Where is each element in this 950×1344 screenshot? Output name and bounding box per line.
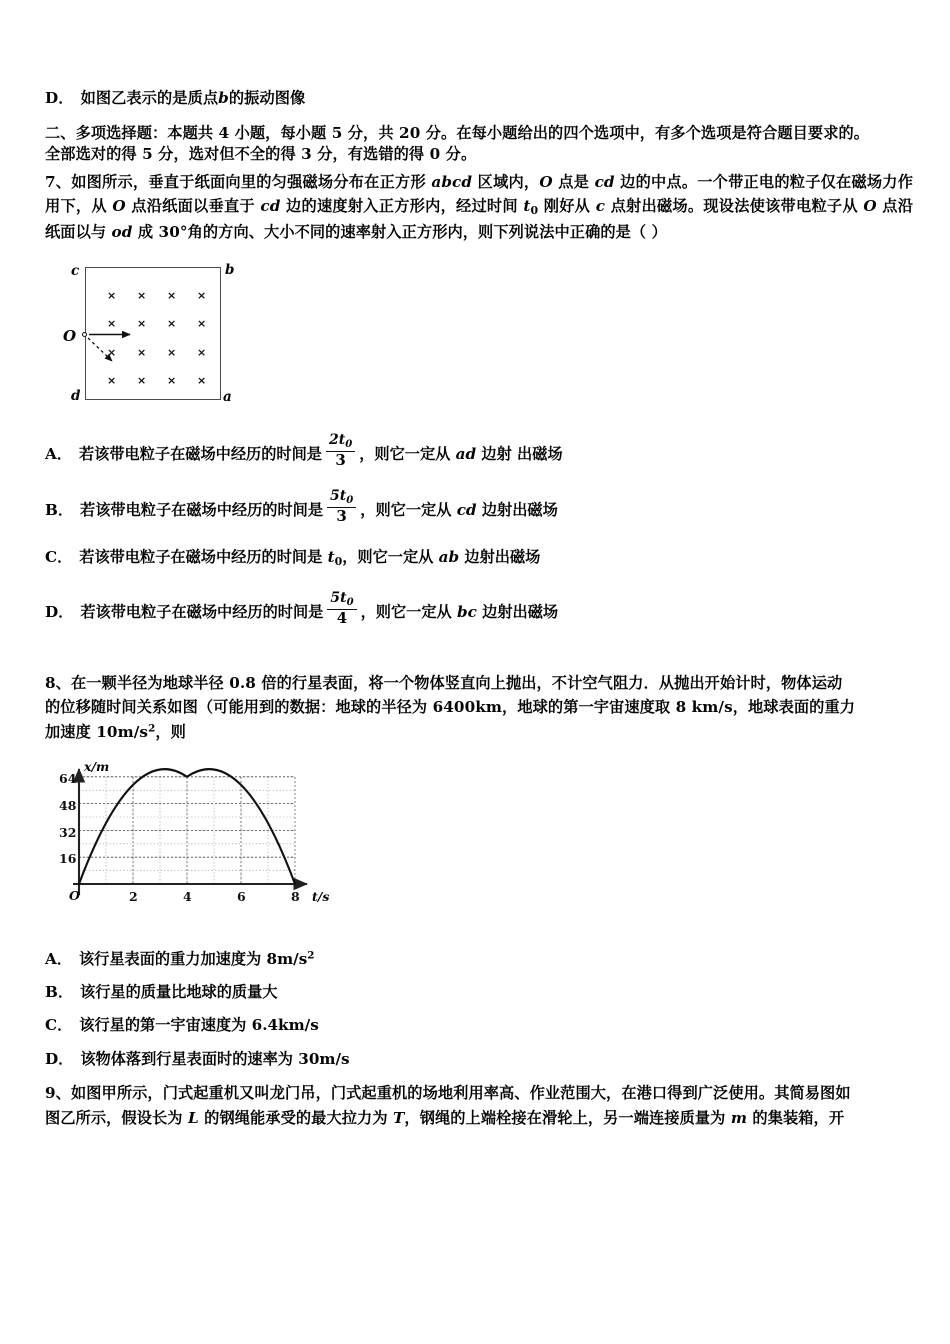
q7-option-c-edge: ab bbox=[438, 548, 460, 567]
q7-sym-od: od bbox=[111, 223, 133, 242]
question-8-stem-line-2: 的位移随时间关系如图（可能用到的数据：地球的半径为 6400km，地球的第一宇宙速度取 8 km/s，地球表面的重力 bbox=[45, 698, 856, 717]
q7-text-8: 点射出磁场。现设法使该带电粒子从 bbox=[605, 197, 864, 216]
q7-text-3: 点是 bbox=[552, 172, 595, 191]
q7-option-a-label: A． bbox=[45, 444, 72, 463]
field-cross-icon: × bbox=[137, 316, 147, 330]
option-italic-symbol: b bbox=[218, 89, 229, 107]
q7-option-a-edge: ad bbox=[455, 444, 477, 463]
fraction-denominator: 3 bbox=[336, 507, 347, 526]
displacement-time-graph bbox=[59, 755, 330, 927]
q7-option-b-text1: 若该带电粒子在磁场中经历的时间是 bbox=[80, 500, 324, 519]
fraction-numerator: $2t_0$ bbox=[326, 433, 355, 452]
y-tick-64: 64 bbox=[59, 770, 77, 786]
question-8-stem-line-3 bbox=[45, 720, 913, 745]
field-cross-icon: × bbox=[167, 288, 177, 302]
y-axis-label: x/m bbox=[84, 758, 110, 774]
corner-label-b: b bbox=[225, 261, 235, 278]
velocity-arrows-svg bbox=[57, 253, 287, 411]
q7-option-d-text2: ，则它一定从 bbox=[360, 602, 458, 621]
q7-option-d bbox=[45, 591, 913, 627]
q9-text-2b: 的钢绳能承受的最大拉力为 bbox=[198, 1108, 393, 1127]
q8-option-d-label: D． bbox=[45, 1049, 74, 1068]
fraction-numerator: $5t_0$ bbox=[327, 489, 356, 508]
q7-text-2: 区域内， bbox=[472, 172, 540, 191]
q7-sym-cd-1: cd bbox=[594, 172, 615, 191]
field-cross-icon: × bbox=[107, 345, 117, 359]
fraction-numerator: $5t_0$ bbox=[327, 591, 356, 610]
corner-label-d: d bbox=[71, 387, 81, 404]
spacer bbox=[45, 627, 913, 657]
q7-text-9: 点沿纸面以与 bbox=[45, 197, 914, 242]
q7-option-c-text3: 边射出磁场 bbox=[459, 548, 541, 567]
field-cross-icon: × bbox=[167, 345, 177, 359]
corner-label-a: a bbox=[223, 388, 232, 405]
q7-sym-abcd: abcd bbox=[431, 172, 473, 191]
q8-option-b-label: B． bbox=[45, 982, 74, 1001]
field-cross-icon: × bbox=[107, 288, 117, 302]
question-9-number: 9、 bbox=[45, 1083, 71, 1102]
q7-option-c bbox=[45, 545, 913, 571]
field-cross-icon: × bbox=[137, 345, 147, 359]
q7-text-5: 点沿纸面以垂直于 bbox=[125, 197, 261, 216]
q7-text-4: 边的中点。一个带正电的粒子仅在磁场力作用下，从 bbox=[45, 172, 913, 216]
y-tick-48: 48 bbox=[59, 797, 77, 813]
fraction-5t0-over-3 bbox=[327, 489, 356, 525]
q7-sym-o-2: O bbox=[112, 197, 126, 216]
spacer bbox=[45, 971, 913, 980]
x-axis-label: t/s bbox=[312, 888, 330, 904]
field-cross-icon: × bbox=[167, 373, 177, 387]
q7-text-6: 边的速度射入正方形内，经过时间 bbox=[280, 197, 524, 216]
q8-option-b bbox=[45, 980, 913, 1004]
q7-option-c-text1: 若该带电粒子在磁场中经历的时间是 bbox=[79, 548, 328, 567]
q9-text-2a: 图乙所示，假设长为 bbox=[45, 1108, 188, 1127]
spacer bbox=[45, 469, 913, 489]
spacer bbox=[45, 571, 913, 591]
spacer bbox=[45, 1071, 913, 1081]
fraction-2t0-over-3 bbox=[326, 433, 355, 469]
q9-text-2d: 的集装箱，开 bbox=[747, 1108, 845, 1127]
x-tick-8: 8 bbox=[291, 888, 300, 904]
spacer bbox=[45, 111, 913, 123]
magnetic-field-figure bbox=[57, 253, 287, 411]
q7-option-d-label: D． bbox=[45, 602, 74, 621]
field-cross-icon: × bbox=[197, 345, 207, 359]
fraction-5t0-over-4 bbox=[327, 591, 356, 627]
q8-text-3b: ，则 bbox=[155, 723, 186, 742]
q7-option-a-text2: ，则它一定从 bbox=[359, 444, 456, 463]
q7-option-c-value: t bbox=[327, 548, 335, 567]
q8-option-a-label: A． bbox=[45, 949, 72, 968]
q8-option-d bbox=[45, 1047, 913, 1071]
q8-option-a bbox=[45, 947, 913, 971]
q7-option-b-text2: ，则它一定从 bbox=[360, 500, 457, 519]
q7-sym-t-sub: 0 bbox=[530, 204, 539, 218]
spacer bbox=[45, 1004, 913, 1013]
x-tick-6: 6 bbox=[237, 888, 246, 904]
q7-option-c-text2: ，则它一定从 bbox=[342, 548, 439, 567]
question-8-stem-line-1 bbox=[45, 671, 913, 696]
q9-text-1: 如图甲所示，门式起重机又叫龙门吊，门式起重机的场地利用率高、作业范围大，在港口得到广泛使用。其简易图如 bbox=[70, 1083, 851, 1102]
carryover-option-d bbox=[45, 86, 913, 111]
option-text-after: 的振动图像 bbox=[228, 89, 306, 107]
option-label: D． bbox=[45, 89, 74, 107]
q7-text-10: 成 30°角的方向、大小不同的速率射入正方形内，则下列说法中正确的是（ ） bbox=[132, 223, 667, 242]
q9-sym-L: L bbox=[187, 1108, 199, 1127]
q8-option-a-sup: 2 bbox=[307, 949, 315, 962]
q7-text-1: 如图所示，垂直于纸面向里的匀强磁场分布在正方形 bbox=[71, 172, 432, 191]
field-cross-icon: × bbox=[137, 288, 147, 302]
q7-option-d-text1: 若该带电粒子在磁场中经历的时间是 bbox=[80, 602, 324, 621]
q7-sym-o-3: O bbox=[863, 197, 877, 216]
q7-option-b-edge: cd bbox=[456, 500, 477, 519]
q8-option-c-text: 该行星的第一宇宙速度为 6.4km/s bbox=[79, 1016, 319, 1035]
field-cross-icon: × bbox=[137, 373, 147, 387]
question-9-line-1 bbox=[45, 1081, 913, 1106]
q8-option-c bbox=[45, 1013, 913, 1037]
field-cross-icon: × bbox=[197, 373, 207, 387]
x-tick-4: 4 bbox=[183, 888, 192, 904]
q7-option-a bbox=[45, 433, 913, 469]
corner-label-c: c bbox=[71, 262, 80, 279]
q7-text-7: 刚好从 bbox=[538, 197, 596, 216]
page-content bbox=[45, 86, 913, 1130]
field-cross-icon: × bbox=[167, 316, 177, 330]
question-7-number: 7、 bbox=[45, 172, 72, 191]
q8-option-a-text: 该行星表面的重力加速度为 8m/s bbox=[78, 949, 308, 968]
q7-option-b bbox=[45, 489, 913, 525]
spacer bbox=[45, 927, 913, 939]
y-tick-16: 16 bbox=[59, 850, 77, 866]
field-cross-icon: × bbox=[107, 373, 117, 387]
q7-option-b-text3: 边射出磁场 bbox=[476, 500, 558, 519]
q8-option-d-text: 该物体落到行星表面时的速率为 30m/s bbox=[80, 1049, 350, 1068]
fraction-denominator: 3 bbox=[335, 451, 346, 470]
field-cross-icon: × bbox=[197, 316, 207, 330]
question-9-line-2 bbox=[45, 1106, 913, 1131]
origin-point-label: O bbox=[63, 326, 77, 345]
q9-sym-m: m bbox=[730, 1108, 748, 1127]
y-tick-32: 32 bbox=[59, 824, 77, 840]
q7-option-d-text3: 边射出磁场 bbox=[476, 602, 559, 621]
velocity-arrow-dashed bbox=[88, 338, 112, 361]
section-header-line-1: 二、多项选择题：本题共 4 小题，每小题 5 分，共 20 分。在每小题给出的四个选项中，有多个选项是符合题目要求的。 bbox=[45, 123, 870, 142]
q7-option-d-edge: bc bbox=[457, 602, 477, 621]
q7-sym-o-1: O bbox=[539, 172, 553, 191]
q7-option-a-text1: 若该带电粒子在磁场中经历的时间是 bbox=[78, 444, 322, 463]
question-8-number: 8、 bbox=[45, 673, 71, 692]
q9-text-2c: ，钢绳的上端栓接在滑轮上，另一端连接质量为 bbox=[404, 1108, 731, 1127]
q7-option-b-label: B． bbox=[45, 500, 74, 519]
field-cross-icon: × bbox=[107, 316, 117, 330]
spacer bbox=[45, 411, 913, 423]
question-7-stem bbox=[45, 170, 913, 245]
q9-sym-T: T bbox=[393, 1108, 405, 1127]
q7-sym-cd-2: cd bbox=[260, 197, 281, 216]
spacer bbox=[45, 525, 913, 545]
spacer bbox=[45, 1038, 913, 1047]
option-text-before: 如图乙表示的是质点 bbox=[80, 89, 219, 107]
q8-text-3-sup: 2 bbox=[148, 722, 156, 735]
q7-option-c-value-sub: 0 bbox=[334, 555, 343, 569]
origin-label: O bbox=[69, 887, 80, 903]
q8-text-1: 在一颗半径为地球半径 0.8 倍的行星表面，将一个物体竖直向上抛出，不计空气阻力．从抛出开始计时，物体运动 bbox=[70, 673, 843, 692]
fraction-denominator: 4 bbox=[336, 609, 348, 628]
section-header-line-2: 全部选对的得 5 分，选对但不全的得 3 分，有选错的得 0 分。 bbox=[45, 145, 477, 164]
q8-text-3a: 加速度 10m/s bbox=[45, 723, 149, 742]
q7-sym-t: t bbox=[523, 197, 531, 216]
q8-option-b-text: 该行星的质量比地球的质量大 bbox=[80, 982, 278, 1001]
q7-option-a-text3: 边射 出磁场 bbox=[476, 444, 563, 463]
q8-option-c-label: C． bbox=[45, 1016, 73, 1035]
x-tick-2: 2 bbox=[129, 888, 138, 904]
q7-sym-c: c bbox=[595, 197, 606, 216]
field-cross-icon: × bbox=[197, 288, 207, 302]
q7-option-c-label: C． bbox=[45, 548, 73, 567]
